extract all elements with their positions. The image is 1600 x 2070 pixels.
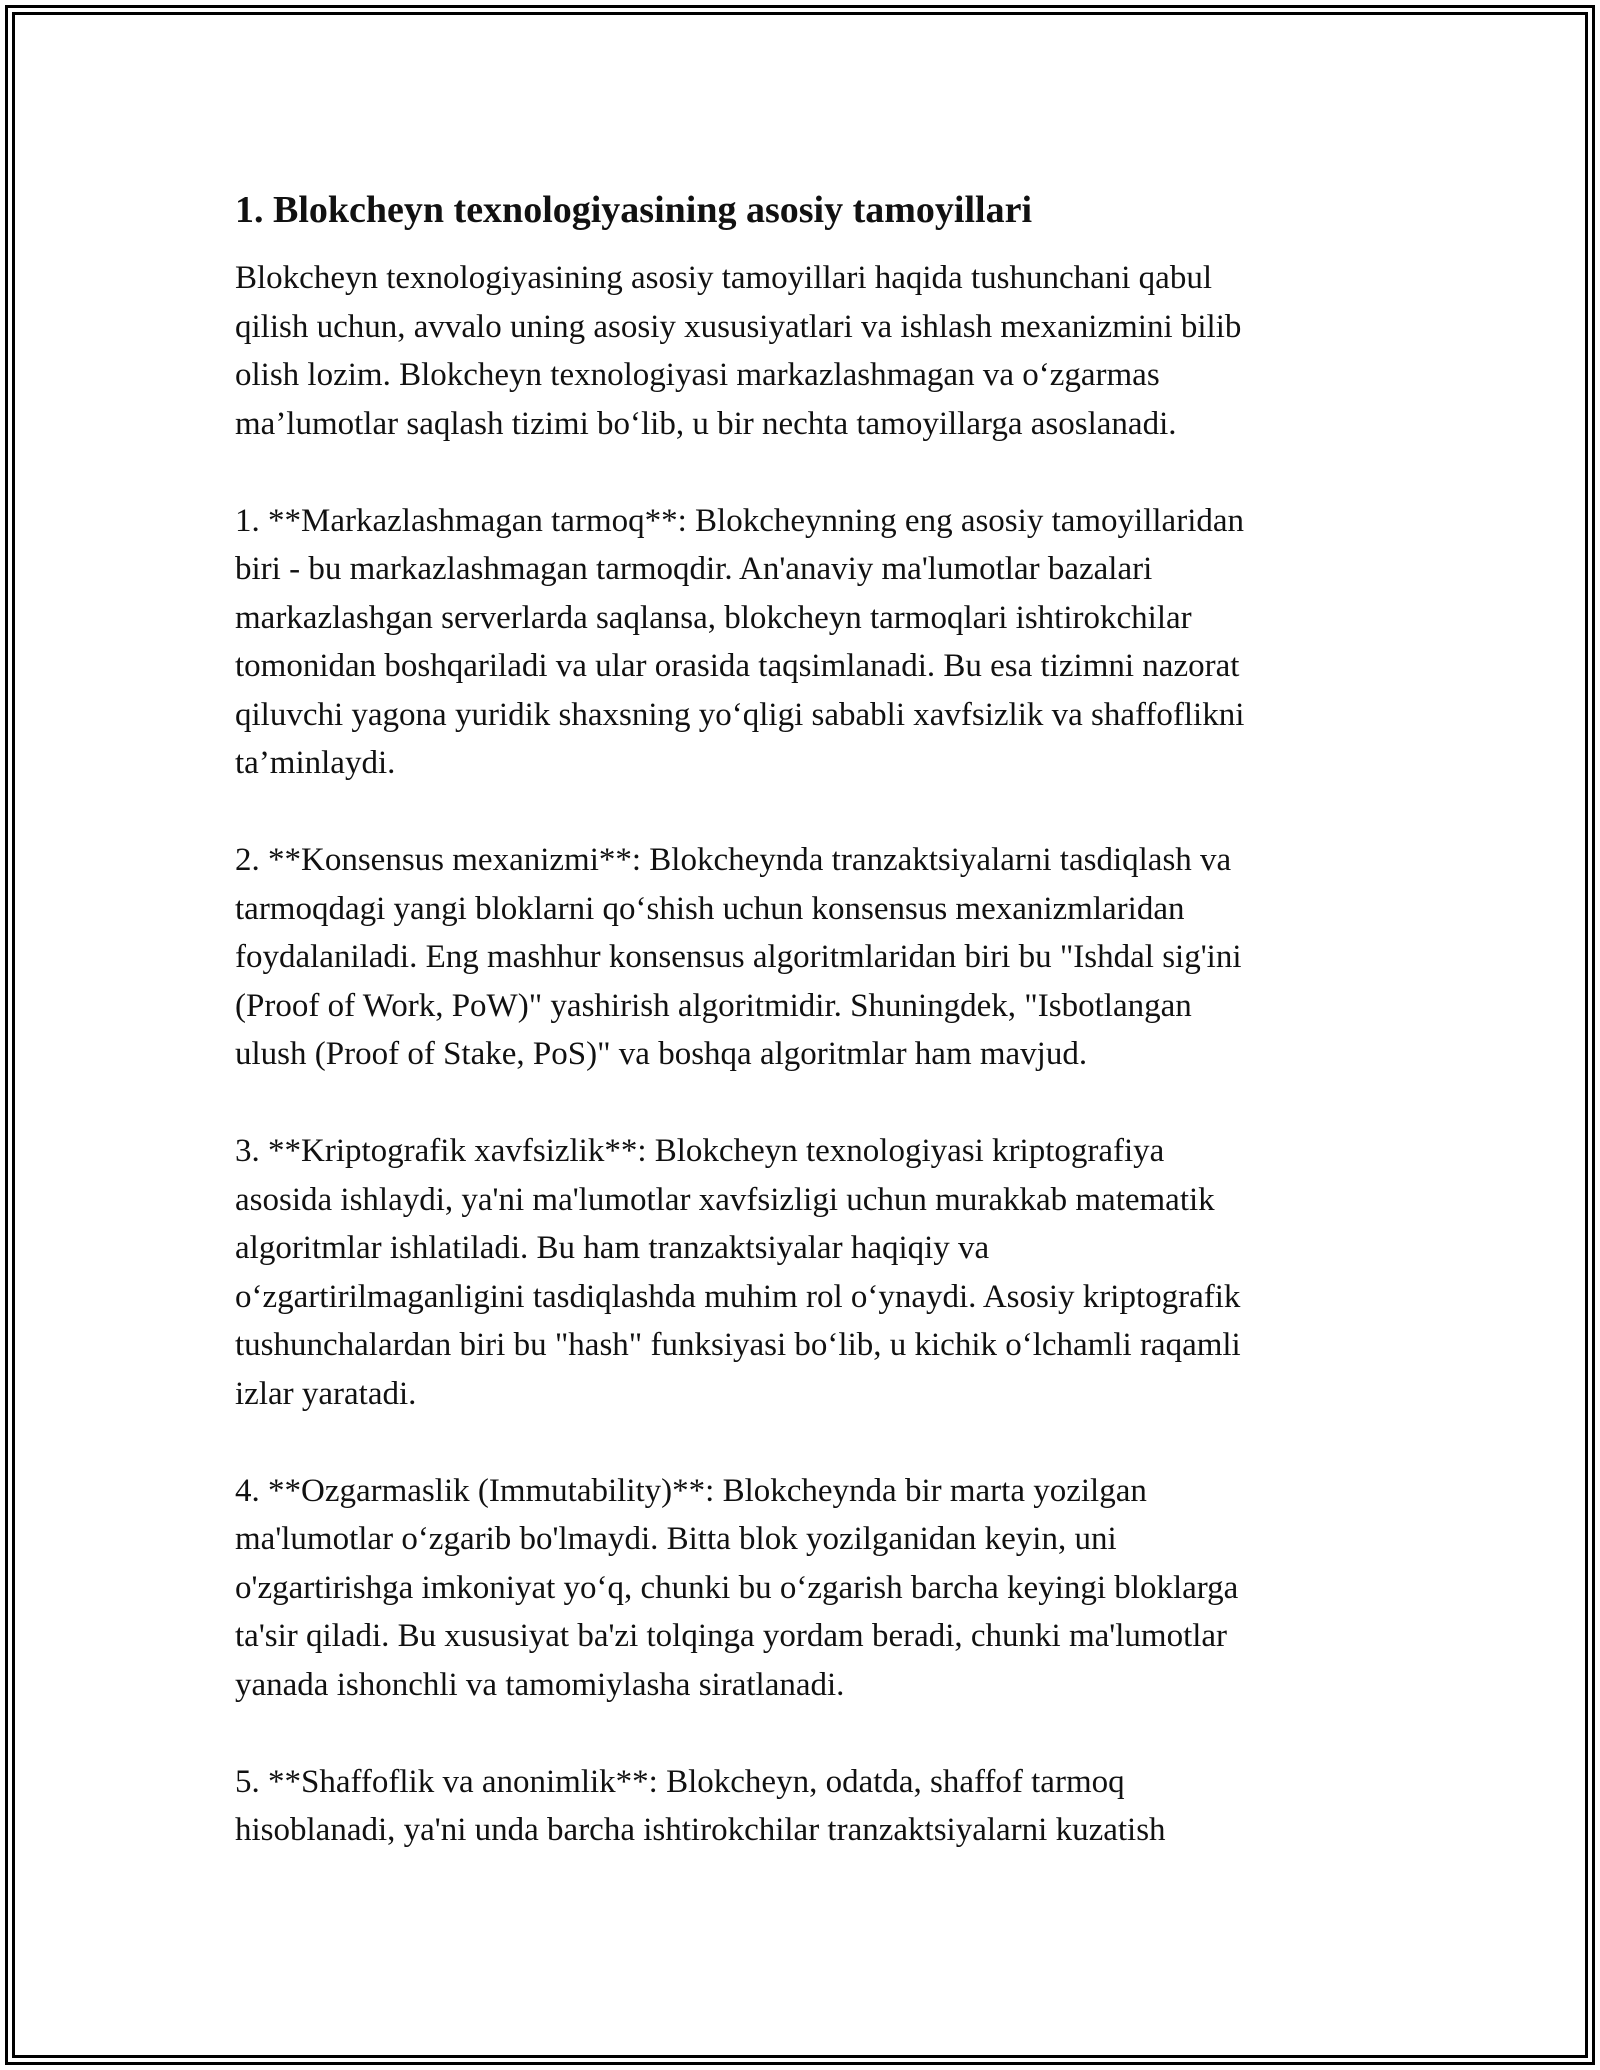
text-line: qilish uchun, avvalo uning asosiy xususiyatlari va ishlash mexanizmini bilib <box>235 308 1242 345</box>
text-line: biri - bu markazlashmagan tarmoqdir. An'anaviy ma'lumotlar bazalari <box>235 551 1153 587</box>
principle-transparency-paragraph <box>235 1758 1365 1855</box>
text-line: ma’lumotlar saqlash tizimi bo‘lib, u bir nechta tamoyillarga asoslanadi. <box>235 405 1177 442</box>
text-line: ta'sir qiladi. Bu xususiyat ba'zi tolqinga yordam beradi, chunki ma'lumotlar <box>235 1618 1228 1654</box>
text-line: tomonidan boshqariladi va ular orasida taqsimlanadi. Bu esa tizimni nazorat <box>235 648 1240 684</box>
text-line: (Proof of Work, PoW)" yashirish algoritmidir. Shuningdek, "Isbotlangan <box>235 987 1192 1024</box>
text-line: foydalaniladi. Eng mashhur konsensus algoritmlaridan biri bu "Ishdal sig'ini <box>235 939 1242 975</box>
document-body <box>235 186 1365 1903</box>
text-line: ma'lumotlar o‘zgarib bo'lmaydi. Bitta blok yozilganidan keyin, uni <box>235 1521 1117 1557</box>
text-line: tarmoqdagi yangi bloklarni qo‘shish uchun konsensus mexanizmlaridan <box>235 890 1185 927</box>
section-heading: 1. Blokcheyn texnologiyasining asosiy tamoyillari <box>235 189 1033 231</box>
principle-cryptography-paragraph <box>235 1127 1365 1418</box>
text-line: tushunchalardan biri bu "hash" funksiyasi bo‘lib, u kichik o‘lchamli raqamli <box>235 1327 1241 1363</box>
text-line: 1. **Markazlashmagan tarmoq**: Blokcheynning eng asosiy tamoyillaridan <box>235 502 1245 539</box>
text-line: ta’minlaydi. <box>235 745 396 781</box>
text-line: ulush (Proof of Stake, PoS)" va boshqa algoritmlar ham mavjud. <box>235 1036 1088 1072</box>
principle-decentralized-paragraph <box>235 497 1365 788</box>
text-line: o‘zgartirilmaganligini tasdiqlashda muhim rol o‘ynaydi. Asosiy kriptografik <box>235 1278 1241 1315</box>
text-line: olish lozim. Blokcheyn texnologiyasi markazlashmagan va o‘zgarmas <box>235 357 1160 393</box>
text-line: 5. **Shaffoflik va anonimlik**: Blokcheyn, odatda, shaffof tarmoq <box>235 1763 1125 1800</box>
text-line: markazlashgan serverlarda saqlansa, blokcheyn tarmoqlari ishtirokchilar <box>235 599 1192 636</box>
text-line: o'zgartirishga imkoniyat yo‘q, chunki bu o‘zgarish barcha keyingi bloklarga <box>235 1569 1239 1606</box>
text-line: 2. **Konsensus mexanizmi**: Blokcheynda tranzaktsiyalarni tasdiqlash va <box>235 842 1232 878</box>
text-line: Blokcheyn texnologiyasining asosiy tamoyillari haqida tushunchani qabul <box>235 260 1212 296</box>
text-line: hisoblanadi, ya'ni unda barcha ishtirokchilar tranzaktsiyalarni kuzatish <box>235 1812 1166 1848</box>
text-line: algoritmlar ishlatiladi. Bu ham tranzaktsiyalar haqiqiy va <box>235 1230 990 1266</box>
principle-consensus-paragraph <box>235 836 1365 1079</box>
text-line: asosida ishlaydi, ya'ni ma'lumotlar xavfsizligi uchun murakkab matematik <box>235 1181 1215 1218</box>
text-line: izlar yaratadi. <box>235 1375 417 1412</box>
intro-paragraph <box>235 254 1365 448</box>
text-line: qiluvchi yagona yuridik shaxsning yo‘qligi sababli xavfsizlik va shaffoflikni <box>235 696 1245 733</box>
text-line: 4. **Ozgarmaslik (Immutability)**: Blokcheynda bir marta yozilgan <box>235 1472 1147 1509</box>
text-line: 3. **Kriptografik xavfsizlik**: Blokcheyn texnologiyasi kriptografiya <box>235 1133 1165 1169</box>
text-line: yanada ishonchli va tamomiylasha siratlanadi. <box>235 1666 845 1703</box>
principle-immutability-paragraph <box>235 1467 1365 1710</box>
